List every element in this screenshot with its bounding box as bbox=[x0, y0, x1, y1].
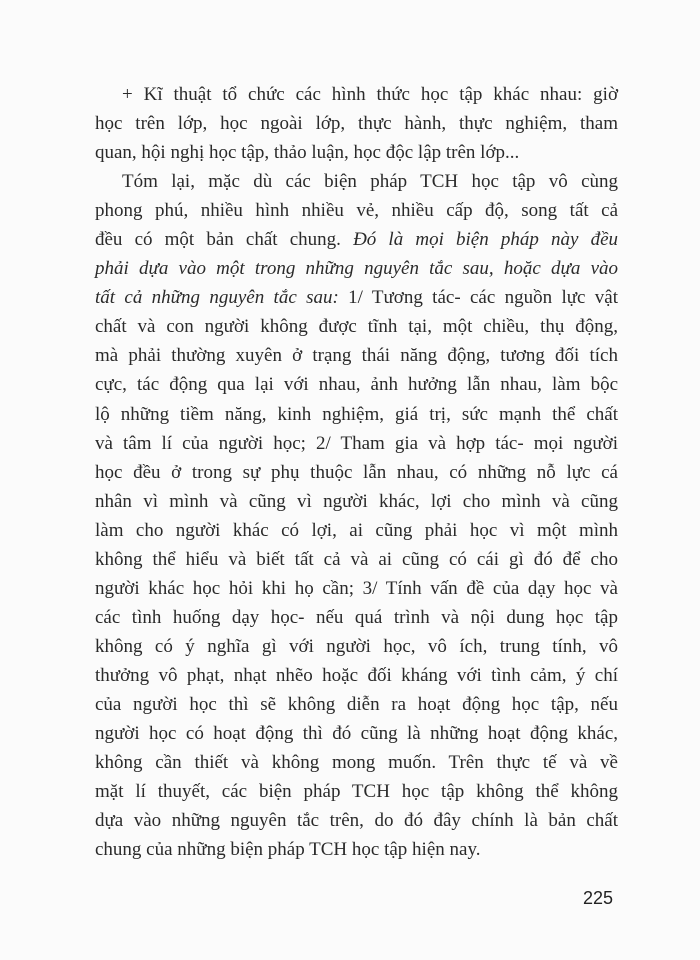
text-segment: nhân vì mình và cũng vì người khác, lợi cho mình và cũng bbox=[95, 490, 618, 512]
text-line bbox=[95, 487, 618, 516]
text-line bbox=[95, 196, 618, 225]
page-body bbox=[95, 80, 618, 864]
text-segment: dựa vào những nguyên tắc trên, do đó đây chính là bản chất bbox=[95, 810, 618, 832]
text-segment: của người học thì sẽ không diễn ra hoạt động học tập, nếu bbox=[95, 693, 618, 715]
text-line bbox=[95, 370, 618, 399]
text-segment: học đều ở trong sự phụ thuộc lẫn nhau, có những nỗ lực cá bbox=[95, 461, 618, 483]
text-line bbox=[95, 80, 618, 109]
text-segment: chất và con người không được tĩnh tại, một chiều, thụ động, bbox=[95, 316, 618, 338]
text-line bbox=[95, 167, 618, 196]
text-segment: học trên lớp, học ngoài lớp, thực hành, thực nghiệm, tham bbox=[95, 113, 618, 135]
text-segment: cực, tác động qua lại với nhau, ảnh hưởng lẫn nhau, làm bộc bbox=[95, 374, 618, 396]
text-line bbox=[95, 632, 618, 661]
text-line bbox=[95, 806, 618, 835]
text-segment: không thể hiểu và biết tất cả và ai cũng có cái gì đó để cho bbox=[95, 548, 618, 570]
text-line bbox=[95, 690, 618, 719]
text-segment: đều có một bản chất chung. bbox=[95, 229, 354, 251]
page-number: 225 bbox=[583, 888, 614, 908]
text-line bbox=[95, 283, 618, 312]
text-line bbox=[95, 225, 618, 254]
italic-text: tất cả những nguyên tắc sau: bbox=[95, 287, 339, 309]
text-segment: thưởng vô phạt, nhạt nhẽo hoặc đối kháng với tình cảm, ý chí bbox=[95, 664, 618, 686]
text-line bbox=[95, 254, 618, 283]
text-segment: không cần thiết và không mong muốn. Trên thực tế và về bbox=[95, 752, 618, 774]
text-line bbox=[95, 109, 618, 138]
italic-text: Đó là mọi biện pháp này đều bbox=[353, 229, 619, 251]
text-segment: người khác học hỏi khi họ cần; 3/ Tính vấn đề của dạy học và bbox=[95, 577, 618, 599]
text-segment: chung của những biện pháp TCH học tập hiện nay. bbox=[95, 839, 481, 861]
text-line bbox=[95, 429, 618, 458]
text-segment: không có ý nghĩa gì với người học, vô ích, trung tính, vô bbox=[95, 635, 618, 657]
text-segment: các tình huống dạy học- nếu quá trình và nội dung học tập bbox=[95, 606, 618, 628]
text-segment: và tâm lí của người học; 2/ Tham gia và hợp tác- mọi người bbox=[95, 432, 618, 454]
text-line bbox=[95, 603, 618, 632]
text-segment: mặt lí thuyết, các biện pháp TCH học tập không thể không bbox=[95, 781, 618, 803]
text-line bbox=[95, 748, 618, 777]
text-line bbox=[95, 312, 618, 341]
text-segment: người học có hoạt động thì đó cũng là những hoạt động khác, bbox=[95, 723, 618, 745]
text-line bbox=[95, 661, 618, 690]
text-line bbox=[95, 574, 618, 603]
text-line bbox=[95, 458, 618, 487]
text-segment: 1/ Tương tác- các nguồn lực vật bbox=[338, 287, 618, 309]
text-line bbox=[95, 719, 618, 748]
text-line bbox=[95, 138, 618, 167]
text-segment: quan, hội nghị học tập, thảo luận, học độc lập trên lớp... bbox=[95, 142, 520, 164]
text-line bbox=[95, 341, 618, 370]
text-line bbox=[95, 545, 618, 574]
text-line bbox=[95, 400, 618, 429]
text-line bbox=[95, 835, 618, 864]
text-segment: + Kĩ thuật tổ chức các hình thức học tập khác nhau: giờ bbox=[122, 84, 618, 105]
text-segment: lộ những tiềm năng, kinh nghiệm, giá trị, sức mạnh thể chất bbox=[95, 403, 618, 425]
text-segment: Tóm lại, mặc dù các biện pháp TCH học tập vô cùng bbox=[122, 171, 618, 193]
text-line bbox=[95, 516, 618, 545]
text-segment: làm cho người khác có lợi, ai cũng phải học vì một mình bbox=[95, 519, 618, 541]
text-line bbox=[95, 777, 618, 806]
text-segment: mà phải thường xuyên ở trạng thái năng động, tương đối tích bbox=[95, 345, 618, 367]
text-segment: phong phú, nhiều hình nhiều vẻ, nhiều cấp độ, song tất cả bbox=[95, 200, 618, 222]
italic-text: phải dựa vào một trong những nguyên tắc sau, hoặc dựa vào bbox=[95, 258, 618, 280]
